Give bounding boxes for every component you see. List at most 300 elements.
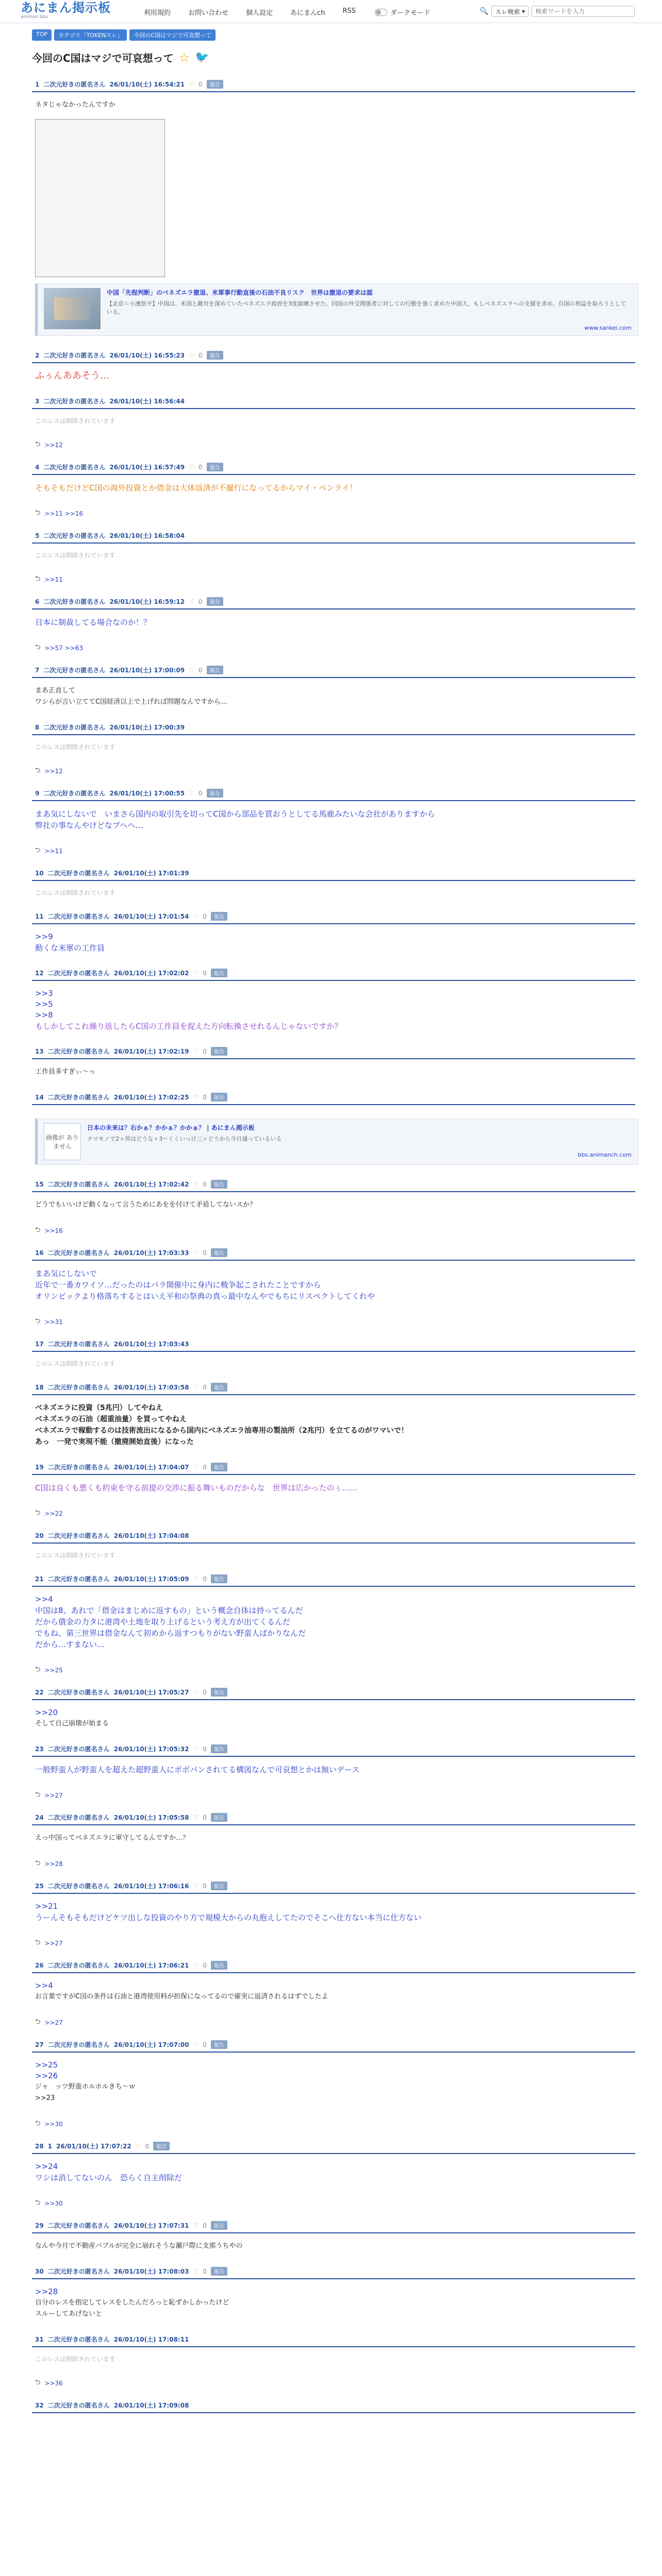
post-text: ベネズエラの石油（超重油量）を買ってやねえ (35, 1415, 187, 1423)
post-text: スルーしてあげないと (35, 2310, 103, 2318)
poster-name: 二次元好きの匿名さん (43, 398, 106, 405)
reply-links[interactable]: >>22 (44, 1510, 63, 1517)
like-count: 0 (203, 1814, 207, 1821)
post-header (32, 1338, 635, 1352)
search-input[interactable] (532, 6, 635, 17)
post-body (32, 363, 635, 385)
like-heart-icon[interactable]: ♡ (189, 789, 194, 797)
post-date: 26/01/10(土) 17:02:42 (113, 1181, 189, 1188)
post-number[interactable]: 31 (35, 2335, 44, 2343)
report-button[interactable]: 報告 (207, 666, 223, 674)
poster-name: 二次元好きの匿名さん (43, 667, 106, 674)
post-date: 26/01/10(土) 17:02:19 (113, 1048, 189, 1055)
post-text: どうでもいいけど動くなって言うためにあをを付けて矛盾してないスか？ (35, 1201, 257, 1209)
post-text: ネタじゃなかったんですか (35, 101, 116, 109)
post (32, 910, 635, 957)
reply-anchor-link[interactable]: >>21 (35, 1902, 58, 1911)
post-date: 26/01/10(土) 16:56:44 (109, 398, 185, 405)
post-text: まあ気にしないで いまさら国内の取引先を切ってC国から部品を買おうとしてる馬鹿みたいな会社がありますから (35, 809, 435, 819)
reply-arrow-icon[interactable]: ⮌ (35, 1859, 41, 1867)
post (32, 1530, 635, 1563)
post-number[interactable]: 9 (35, 789, 40, 797)
post-body (32, 1261, 635, 1305)
post-footer (32, 2366, 635, 2389)
like-heart-icon[interactable]: ♡ (189, 666, 194, 674)
post-footer (32, 631, 635, 654)
search-bar (479, 6, 635, 17)
like-heart-icon[interactable]: ♡ (193, 2267, 199, 2275)
breadcrumb-category[interactable]: カテゴリ「TOKENスレ」 (54, 29, 127, 41)
post (32, 530, 635, 585)
like-heart-icon[interactable]: ♡ (189, 80, 194, 88)
post-number[interactable]: 26 (35, 1961, 44, 1969)
poster-name: 二次元好きの匿名さん (47, 2222, 110, 2229)
like-heart-icon[interactable]: ♡ (193, 2041, 199, 2048)
post-text: うーんそもそもだけどケツ出しな投資のやり方で規模大からの丸抱えしてたのでそこへ仕方ない本当に仕方ない (35, 1913, 422, 1922)
post-body (32, 1757, 635, 1778)
reply-anchor-link[interactable]: >>4 (35, 1595, 53, 1604)
post-number[interactable]: 1 (35, 80, 40, 88)
reply-arrow-icon[interactable]: ⮌ (35, 1509, 41, 1517)
post-text: そして自己崩壊が始まる (35, 1720, 109, 1727)
like-heart-icon[interactable]: ♡ (193, 969, 199, 977)
post-text: オリンピックより格落ちするとはいえ平和の祭典の真っ最中なんやでもちにリスペクトしてくれや (35, 1292, 375, 1301)
post-text: ワシは消してないのん 恐らく自主削除だ (35, 2173, 183, 2182)
post-date: 26/01/10(土) 17:01:39 (113, 870, 189, 877)
reply-anchor-link[interactable]: >>8 (35, 1010, 53, 1020)
post-text: 近年で一番カワイソ…だったのはパラ開催中に身内に戦争起こされたことですから (35, 1280, 321, 1290)
post (32, 2219, 635, 2255)
post (32, 2039, 635, 2130)
post (32, 1045, 635, 1081)
post (32, 664, 635, 711)
reply-links[interactable]: >>16 (44, 1227, 63, 1234)
report-button[interactable]: 報告 (211, 1813, 227, 1822)
link-preview-card[interactable] (35, 283, 638, 336)
post-text: そもそもだけどC国の海外投資とか借金は大体返済が不履行になってるからマイ・ペンライ！ (35, 483, 357, 493)
post-text: 弊社の事なんやけどなブヘヘ… (35, 821, 143, 830)
poster-name: 二次元好きの匿名さん (47, 1689, 110, 1696)
report-button[interactable]: 報告 (211, 2040, 227, 2049)
post-header (32, 2333, 635, 2347)
poster-name: 二次元好きの匿名さん (47, 1962, 110, 1969)
post-header (32, 664, 635, 678)
post (32, 78, 635, 339)
like-count: 0 (203, 1383, 207, 1391)
post-header (32, 1880, 635, 1894)
reply-arrow-icon[interactable]: ⮌ (35, 643, 41, 651)
like-count: 0 (198, 463, 203, 471)
twitter-share-icon[interactable]: 🐦 (195, 51, 209, 64)
like-heart-icon[interactable]: ♡ (193, 1249, 199, 1257)
post (32, 2399, 635, 2424)
reply-links[interactable]: >>11 >>16 (44, 510, 83, 517)
reply-arrow-icon[interactable]: ⮌ (35, 2379, 41, 2386)
like-count: 0 (203, 1575, 207, 1583)
post-date: 26/01/10(土) 16:57:49 (109, 464, 185, 471)
post-number[interactable]: 10 (35, 869, 44, 877)
post-body (32, 924, 635, 957)
reply-links[interactable]: >>12 (44, 442, 63, 449)
reply-anchor-link[interactable]: >>20 (35, 1708, 58, 1717)
reply-links[interactable]: >>25 (44, 1667, 63, 1674)
report-button[interactable]: 報告 (211, 1180, 227, 1189)
post-number[interactable]: 22 (35, 1688, 44, 1696)
post-header (32, 1381, 635, 1395)
report-button[interactable]: 報告 (211, 1463, 227, 1471)
post-footer (32, 428, 635, 451)
report-button[interactable]: 報告 (211, 969, 227, 977)
reply-arrow-icon[interactable]: ⮌ (35, 2120, 41, 2127)
like-heart-icon[interactable]: ♡ (189, 463, 194, 471)
post-header (32, 2265, 635, 2279)
poster-name: 二次元好きの匿名さん (47, 913, 110, 920)
post (32, 1178, 635, 1236)
post-date: 26/01/10(土) 17:08:11 (113, 2336, 189, 2343)
post-header (32, 1959, 635, 1973)
post-number[interactable]: 6 (35, 598, 40, 605)
report-button[interactable]: 報告 (211, 1961, 227, 1970)
poster-name: 二次元好きの匿名さん (43, 464, 106, 471)
breadcrumb-thread[interactable]: 今回のC国はマジで可哀想って (129, 29, 216, 41)
like-count: 0 (203, 2041, 207, 2048)
post-number[interactable]: 28 (35, 2142, 44, 2150)
post-footer (32, 1653, 635, 1676)
reply-arrow-icon[interactable]: ⮌ (35, 440, 41, 448)
like-count: 0 (203, 1463, 207, 1471)
post-number[interactable]: 29 (35, 2222, 44, 2229)
post-number[interactable]: 12 (35, 969, 44, 977)
post-number[interactable]: 7 (35, 666, 40, 674)
report-button[interactable]: 報告 (153, 2142, 170, 2150)
post-header (32, 395, 635, 409)
post-body (32, 2053, 635, 2107)
post-text: >>23 (35, 2094, 55, 2102)
toggle-switch[interactable] (375, 9, 387, 16)
like-heart-icon[interactable]: ♡ (193, 1575, 199, 1583)
post-header (32, 2039, 635, 2053)
post-number[interactable]: 25 (35, 1882, 44, 1890)
deleted-notice: このレスは削除されています (35, 2355, 115, 2363)
reply-links[interactable]: >>57 >>63 (44, 645, 83, 652)
reply-anchor-link[interactable]: >>3 (35, 989, 53, 998)
reply-anchor-link[interactable]: >>9 (35, 932, 53, 941)
post-image[interactable] (35, 119, 165, 277)
post-header (32, 1091, 635, 1105)
post-text: ベネズエラに投資（5兆円）してやねえ (35, 1404, 163, 1412)
like-heart-icon[interactable]: ♡ (193, 1047, 199, 1055)
post-number[interactable]: 20 (35, 1532, 44, 1539)
post-number[interactable]: 27 (35, 2041, 44, 2048)
post-text: 一般野蛮人が野蛮人を超えた超野蛮人にボボパンされてる構図なんで可哀想とかは無いデース (35, 1765, 360, 1774)
post-body (32, 1192, 635, 1214)
reply-links[interactable]: >>11 (44, 576, 63, 583)
like-count: 0 (203, 1961, 207, 1969)
reply-arrow-icon[interactable]: ⮌ (35, 2018, 41, 2026)
report-button[interactable]: 報告 (211, 1248, 227, 1257)
like-heart-icon[interactable]: ♡ (189, 351, 194, 359)
post-text: 自分のレスを指定してレスをしたんだろっと恥ずかしかったけど (35, 2299, 229, 2307)
post-text: なんや今月で不動産バブルが完全に崩れそうな瀬戸際に支那うちやの (35, 2242, 243, 2250)
like-count: 0 (203, 1093, 207, 1101)
post-number[interactable]: 5 (35, 532, 40, 539)
report-button[interactable]: 報告 (211, 1047, 227, 1056)
post (32, 596, 635, 654)
report-button[interactable]: 報告 (211, 1688, 227, 1697)
post-number[interactable]: 13 (35, 1047, 44, 1055)
post (32, 2265, 635, 2323)
like-heart-icon[interactable]: ♡ (135, 2142, 141, 2150)
reply-links[interactable]: >>27 (44, 1940, 63, 1947)
report-button[interactable]: 報告 (211, 2221, 227, 2230)
reply-links[interactable]: >>31 (44, 1318, 63, 1326)
post-number[interactable]: 8 (35, 723, 40, 731)
reply-arrow-icon[interactable]: ⮌ (35, 1666, 41, 1673)
post-date: 26/01/10(土) 16:54:21 (109, 81, 185, 88)
thread-title-row (32, 50, 635, 65)
post-footer (32, 2187, 635, 2209)
post (32, 2333, 635, 2389)
poster-name: 二次元好きの匿名さん (47, 2041, 110, 2048)
reply-arrow-icon[interactable]: ⮌ (35, 575, 41, 583)
post-header (32, 1811, 635, 1825)
like-count: 0 (203, 1745, 207, 1753)
post-date: 26/01/10(土) 17:02:25 (113, 1094, 189, 1101)
reply-links[interactable]: >>30 (44, 2121, 63, 2128)
nav-animanch[interactable]: あにまんch (290, 9, 325, 17)
thread-title: 今回のC国はマジで可哀想って (32, 52, 174, 64)
link-preview-card[interactable] (35, 1118, 638, 1165)
like-count: 0 (203, 1249, 207, 1257)
post-date: 26/01/10(土) 17:03:58 (113, 1384, 189, 1391)
reply-anchor-link[interactable]: >>4 (35, 1981, 53, 1990)
reply-anchor-link[interactable]: >>28 (35, 2287, 58, 2296)
post-text: もしかしてこれ繰り返したらC国の工作員を捉えた方向転換させれるんじゃないですか？ (35, 1022, 342, 1031)
post-number[interactable]: 11 (35, 912, 44, 920)
report-button[interactable]: 報告 (207, 597, 223, 606)
reply-arrow-icon[interactable]: ⮌ (35, 1317, 41, 1325)
breadcrumb-top[interactable]: TOP (32, 29, 52, 41)
nav-terms[interactable]: 利用規約 (144, 9, 171, 17)
link-preview-title[interactable]: 中国「先程判断」のベネズエラ撤退、米軍事行動直後の石油不良リスク 世界は撤退の要求は認 (107, 289, 373, 296)
poster-name: 二次元好きの匿名さん (47, 2268, 110, 2275)
post-body (32, 544, 635, 563)
post (32, 1338, 635, 1371)
report-button[interactable]: 報告 (211, 1574, 227, 1583)
post-header (32, 596, 635, 609)
post-text: ジャ ッツ野蛮ホルホルきち〜ｗ (35, 2083, 136, 2091)
poster-name: 二次元好きの匿名さん (43, 352, 106, 359)
post-header (32, 1461, 635, 1475)
post-header (32, 1178, 635, 1192)
report-button[interactable]: 報告 (211, 1383, 227, 1392)
nav-contact[interactable]: お問い合わせ (188, 9, 229, 17)
like-heart-icon[interactable]: ♡ (193, 1882, 199, 1890)
post-body (32, 1395, 635, 1451)
post-header (32, 787, 635, 801)
like-heart-icon[interactable]: ♡ (193, 1745, 199, 1753)
logo-text: あにまん掲示板 (21, 1, 111, 15)
reply-anchor-link[interactable]: >>5 (35, 999, 53, 1009)
post-number[interactable]: 19 (35, 1463, 44, 1471)
post-header (32, 1573, 635, 1587)
post-text: お言葉ですがC国の条件は石油と港湾使用料が担保になってるので確実に返済されるはずでしたよ (35, 1993, 328, 2001)
post-date: 26/01/10(土) 17:00:39 (109, 724, 185, 731)
post-body (32, 881, 635, 900)
post-number[interactable]: 21 (35, 1575, 44, 1583)
reply-anchor-link[interactable]: >>25 (35, 2060, 58, 2070)
post-body (32, 2233, 635, 2255)
post (32, 867, 635, 900)
post-date: 26/01/10(土) 17:07:22 (56, 2143, 131, 2150)
post-date: 26/01/10(土) 17:04:07 (113, 1464, 189, 1471)
post-number[interactable]: 16 (35, 1249, 44, 1257)
post (32, 1461, 635, 1519)
post-date: 26/01/10(土) 17:05:09 (113, 1575, 189, 1583)
post (32, 1247, 635, 1328)
post-header (32, 2399, 635, 2413)
post-number[interactable]: 4 (35, 463, 40, 471)
reply-arrow-icon[interactable]: ⮌ (35, 1791, 41, 1799)
post-text: 中国は8、あれで「借金はまじめに返すもの」という概念自体は持ってるんだ (35, 1606, 303, 1615)
post-body (32, 2154, 635, 2187)
reply-arrow-icon[interactable]: ⮌ (35, 1226, 41, 1234)
report-button[interactable]: 報告 (207, 463, 223, 471)
post-number[interactable]: 24 (35, 1814, 44, 1821)
post-number[interactable]: 15 (35, 1180, 44, 1188)
post-footer (32, 1305, 635, 1328)
poster-name: 二次元好きの匿名さん (47, 1384, 110, 1391)
report-button[interactable]: 報告 (207, 351, 223, 360)
post-number[interactable]: 3 (35, 397, 40, 405)
post-date: 26/01/10(土) 17:03:43 (113, 1341, 189, 1348)
link-preview-title[interactable]: 日本の未来は？右かぁ？かかぁ？かかぁ？ | あにまん掲示板 (87, 1124, 255, 1131)
reply-links[interactable]: >>30 (44, 2200, 63, 2207)
post-date: 26/01/10(土) 17:07:31 (113, 2222, 189, 2229)
like-heart-icon[interactable]: ♡ (193, 1961, 199, 1969)
post-number[interactable]: 23 (35, 1745, 44, 1753)
like-heart-icon[interactable]: ♡ (193, 1463, 199, 1471)
reply-links[interactable]: >>28 (44, 1860, 63, 1868)
post (32, 461, 635, 519)
post-footer (32, 1778, 635, 1801)
post-number[interactable]: 17 (35, 1340, 44, 1348)
post-list (32, 78, 635, 2424)
post-text: えっ中国ってベネズエラに軍守してるんですか…？ (35, 1834, 190, 1842)
post-body (32, 981, 635, 1035)
post-header (32, 910, 635, 924)
report-button[interactable]: 報告 (211, 912, 227, 921)
like-heart-icon[interactable]: ♡ (189, 598, 194, 605)
reply-anchor-link[interactable]: >>26 (35, 2071, 58, 2080)
report-button[interactable]: 報告 (211, 1882, 227, 1890)
site-logo[interactable] (21, 1, 111, 20)
like-heart-icon[interactable]: ♡ (193, 1383, 199, 1391)
poster-name: 二次元好きの匿名さん (43, 532, 106, 539)
report-button[interactable]: 報告 (211, 1744, 227, 1753)
post-header (32, 349, 635, 363)
post-body (32, 1352, 635, 1371)
post-body (32, 409, 635, 428)
no-image-placeholder: 画像が ありません (44, 1123, 81, 1160)
post-header (32, 867, 635, 881)
reply-links[interactable]: >>27 (44, 1792, 63, 1799)
post-date: 26/01/10(土) 17:00:55 (109, 790, 185, 797)
reply-links[interactable]: >>12 (44, 768, 63, 775)
post-text: ふぅんああそう… (35, 370, 109, 381)
reply-arrow-icon[interactable]: ⮌ (35, 1939, 41, 1946)
post-body (32, 735, 635, 754)
like-heart-icon[interactable]: ♡ (193, 2222, 199, 2229)
poster-name: 二次元好きの匿名さん (47, 1745, 110, 1753)
report-button[interactable]: 報告 (211, 1093, 227, 1101)
like-heart-icon[interactable]: ♡ (193, 912, 199, 920)
like-heart-icon[interactable]: ♡ (193, 1688, 199, 1696)
post-number[interactable]: 14 (35, 1093, 44, 1101)
post-body (32, 1587, 635, 1653)
reply-arrow-icon[interactable]: ⮌ (35, 767, 41, 774)
post-date: 26/01/10(土) 17:02:02 (113, 970, 189, 977)
deleted-notice: このレスは削除されています (35, 1360, 115, 1367)
post-body (32, 92, 635, 339)
report-button[interactable]: 報告 (211, 2267, 227, 2276)
post-number[interactable]: 32 (35, 2401, 44, 2409)
reply-arrow-icon[interactable]: ⮌ (35, 846, 41, 854)
report-button[interactable]: 報告 (207, 789, 223, 798)
post-body (32, 2279, 635, 2323)
post-date: 26/01/10(土) 16:58:04 (109, 532, 185, 539)
post-header (32, 1743, 635, 1757)
reply-links[interactable]: >>27 (44, 2019, 63, 2026)
post (32, 349, 635, 385)
like-count: 0 (203, 1688, 207, 1696)
poster-name: 二次元好きの匿名さん (47, 1883, 110, 1890)
post-body (32, 1544, 635, 1563)
poster-name: 二次元好きの匿名さん (43, 598, 106, 605)
reply-arrow-icon[interactable]: ⮌ (35, 509, 41, 517)
like-count: 0 (198, 351, 203, 359)
search-scope-select[interactable]: スレ検索 ▾ (491, 6, 528, 17)
like-count: 0 (203, 912, 207, 920)
post-footer (32, 1214, 635, 1236)
post-header (32, 1247, 635, 1261)
reply-arrow-icon[interactable]: ⮌ (35, 2199, 41, 2207)
report-button[interactable]: 報告 (207, 80, 223, 89)
post-header (32, 1045, 635, 1059)
post-number[interactable]: 2 (35, 351, 40, 359)
post-number[interactable]: 30 (35, 2267, 44, 2275)
dark-mode-toggle[interactable] (375, 7, 430, 17)
post-footer (32, 497, 635, 519)
post (32, 787, 635, 857)
like-heart-icon[interactable]: ♡ (193, 1093, 199, 1101)
reply-anchor-link[interactable]: >>24 (35, 2162, 58, 2171)
post-number[interactable]: 18 (35, 1383, 44, 1391)
favorite-star-icon[interactable]: ☆ (178, 50, 190, 65)
nav-settings[interactable]: 個人設定 (246, 9, 273, 17)
post-text: 工作員多すぎぃ～っ (35, 1068, 96, 1076)
post-body (32, 1825, 635, 1847)
like-count: 0 (203, 2222, 207, 2229)
like-heart-icon[interactable]: ♡ (193, 1180, 199, 1188)
reply-links[interactable]: >>36 (44, 2380, 63, 2387)
post-text: ワシらが言い立ててC国経済以上で上げれば問題なんですから… (35, 698, 228, 706)
reply-links[interactable]: >>11 (44, 848, 63, 855)
nav-rss[interactable]: RSS (342, 7, 356, 15)
post-body (32, 1105, 635, 1168)
thread-main (32, 50, 635, 2424)
like-heart-icon[interactable]: ♡ (193, 1814, 199, 1821)
